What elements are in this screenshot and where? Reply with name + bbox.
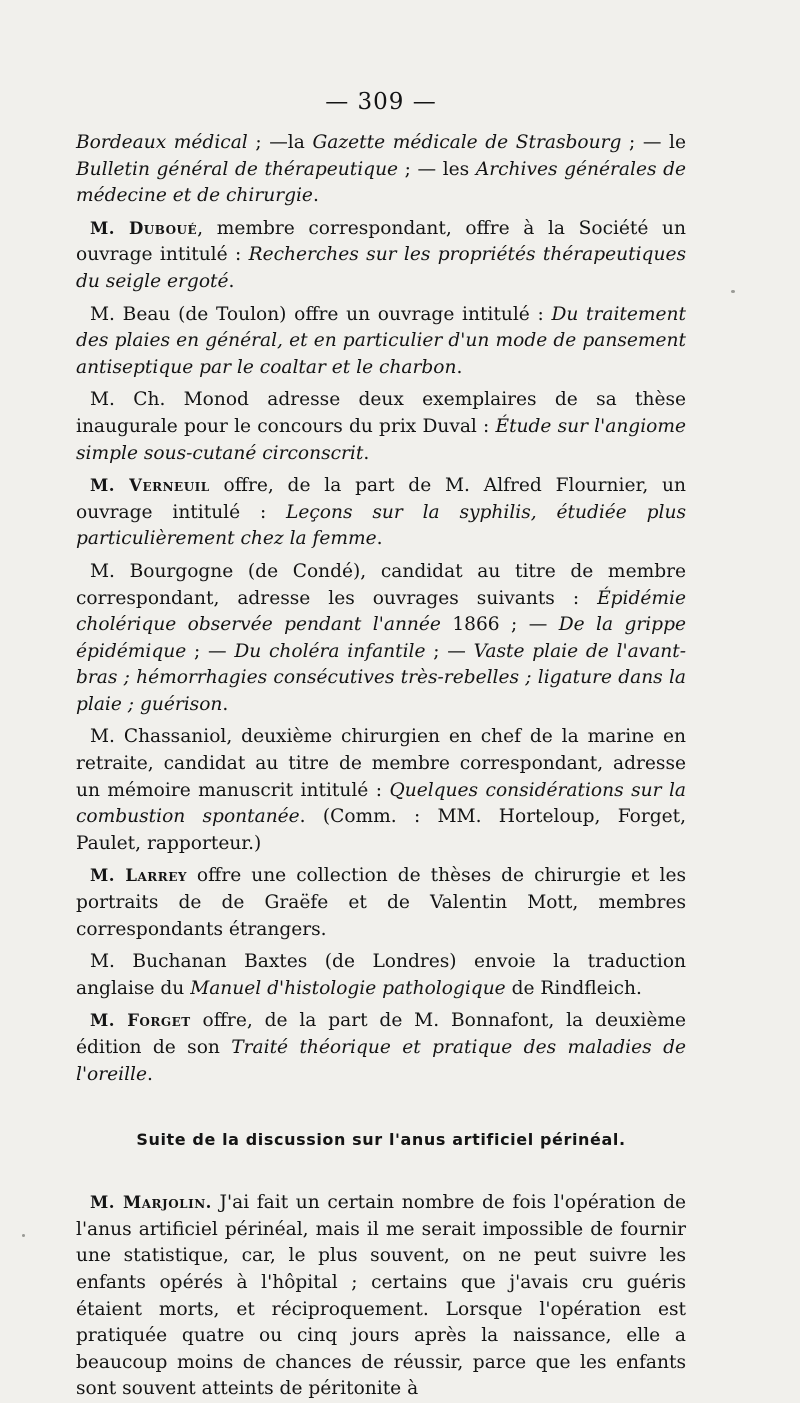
print-speck <box>731 290 735 293</box>
italic-title: De la grippe épidémique <box>76 614 686 662</box>
text-run: . <box>363 442 370 464</box>
text-run: M. Beau (de Toulon) offre un ouvrage intitulé : <box>90 303 552 325</box>
italic-title: Étude sur l'angiome simple sous-cutané circonscrit <box>76 415 686 464</box>
page-number: — 309 — <box>325 89 437 115</box>
text-run: , membre correspondant, offre à la Société un ouvrage intitulé : <box>76 217 686 266</box>
text-run: M. Bourgogne (de Condé), candidat au titre de membre correspondant, adresse les ouvrages suivants : <box>76 560 686 609</box>
italic-title: Recherches sur les propriétés thérapeutiques du seigle ergoté <box>76 244 686 292</box>
paragraph <box>76 473 686 553</box>
speaker-name: M. Marjolin. <box>90 1193 212 1213</box>
paragraph <box>76 724 686 857</box>
document-page <box>76 84 686 1403</box>
text-run: . <box>222 693 229 715</box>
discussion-paragraph <box>76 1190 686 1403</box>
paragraph <box>76 949 686 1002</box>
text-run: . <box>228 270 235 292</box>
paragraph <box>76 559 686 719</box>
paragraph <box>76 863 686 943</box>
text-run: ; —la <box>247 132 313 153</box>
paragraph <box>76 302 686 382</box>
text-run: . <box>376 528 383 550</box>
paragraph <box>76 387 686 467</box>
italic-title: Manuel d'histologie pathologique <box>190 977 506 999</box>
text-run: 1866 ; — <box>440 614 559 636</box>
italic-title: Épidémie cholérique observée pendant l'année <box>76 587 686 636</box>
italic-title: Du traitement des plaies en général, et en particulier d'un mode de pansement antiseptique par le coaltar et le charbon <box>76 303 686 378</box>
text-run: . <box>312 185 319 207</box>
text-run: . <box>147 1063 153 1085</box>
speaker-name: M. Verneuil <box>90 476 210 496</box>
italic-title: Bordeaux médical <box>76 132 248 153</box>
text-run: . <box>456 356 463 378</box>
speaker-name: M. Larrey <box>90 866 187 886</box>
text-run: . (Comm. : MM. Horteloup, Forget, Paulet, rapporteur.) <box>76 806 686 854</box>
discussion-text: J'ai fait un certain nombre de fois l'opération de l'anus artificiel périnéal, mais il me serait impossible de fournir une statistique, car, le plus souvent, on ne peut suivre les enfants opérés à l'hôpital ; certains que j'avais cru guéris étaient morts, et réciproquement. Lorsque l'opération est pratiquée quatre ou cinq jours après la naissance, elle a beaucoup moins de chances de réussir, parce que les enfants sont souvent atteints de péritonite à <box>76 1192 686 1400</box>
italic-title: Vaste plaie de l'avant-bras ; hémorrhagies consécutives très-rebelles ; ligature dans la plaie ; guérison <box>76 640 687 715</box>
text-run: ; — le <box>621 132 686 153</box>
text-run: offre, de la part de M. Bonnafont, la deuxième édition de son <box>76 1010 687 1058</box>
text-run: de Rindfleich. <box>505 977 642 999</box>
section-heading: Suite de la discussion sur l'anus artificiel périnéal. <box>136 1130 626 1150</box>
italic-title: Archives générales de médecine et de chirurgie <box>76 158 686 207</box>
paragraph <box>76 130 686 210</box>
italic-title: Du choléra infantile <box>234 640 426 662</box>
speaker-name: M. Duboué <box>90 218 198 238</box>
italic-title: Leçons sur la syphilis, étudiée plus particulièrement chez la femme <box>76 501 686 550</box>
italic-title: Bulletin général de thérapeutique <box>76 158 399 180</box>
speaker-name: M. Forget <box>90 1011 191 1031</box>
text-run: offre une collection de thèses de chirurgie et les portraits de de Graëfe et de Valentin Mott, membres correspondants étrangers. <box>76 865 686 940</box>
text-run: offre, de la part de M. Alfred Flournier, un ouvrage intitulé : <box>76 475 686 523</box>
text-run: M. Ch. Monod adresse deux exemplaires de sa thèse inaugurale pour le concours du prix Duval : <box>76 389 686 437</box>
text-run: ; — <box>425 640 474 662</box>
text-run: M. Buchanan Baxtes (de Londres) envoie la traduction anglaise du <box>76 951 686 999</box>
print-speck <box>22 1234 25 1237</box>
italic-title: Traité théorique et pratique des maladies de l'oreille <box>76 1037 686 1085</box>
text-run: M. Chassaniol, deuxième chirurgien en chef de la marine en retraite, candidat au titre de membre correspondant, adresse un mémoire manuscrit intitulé : <box>76 726 686 801</box>
paragraph <box>76 1008 686 1088</box>
paragraph <box>76 216 686 296</box>
text-run: ; — les <box>398 158 476 180</box>
announcements <box>76 130 686 1088</box>
italic-title: Quelques considérations sur la combustion spontanée <box>76 779 686 828</box>
italic-title: Gazette médicale de Strasbourg <box>312 132 622 153</box>
text-run: ; — <box>186 640 235 662</box>
